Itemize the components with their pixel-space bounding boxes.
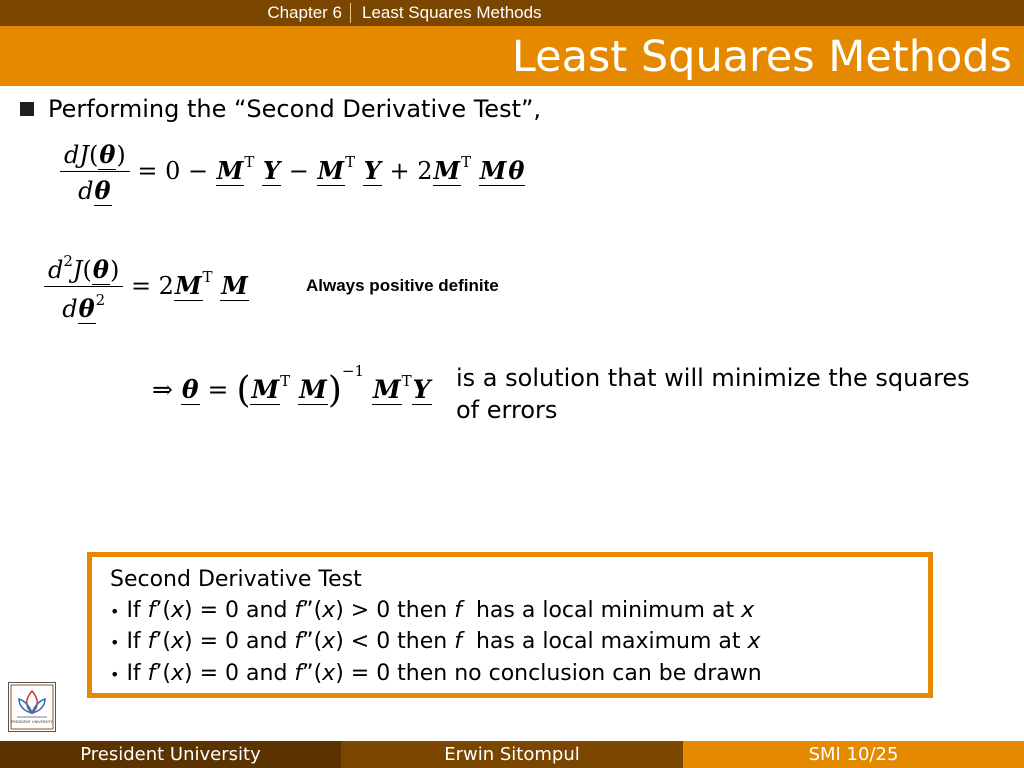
footer-bar (0, 741, 1024, 768)
second-derivative-equation: $\frac{d^2J(\theta)}{d\theta^2}$ = $2M^T$ M (44, 252, 249, 323)
logo-text: PRESIDENT UNIVERSITY (11, 720, 53, 724)
bullet-text: Performing the “Second Derivative Test”, (48, 95, 542, 123)
bullet-point (20, 94, 541, 124)
bullet-dot-icon: • (110, 664, 120, 684)
bullet-dot-icon: • (110, 633, 120, 652)
test-item-maximum: • If f’(x) = 0 and f”(x) < 0 then f has a local maximum at x (110, 629, 761, 654)
test-item-inconclusive: • If f’(x) = 0 and f”(x) = 0 then no conclusion can be drawn (110, 660, 762, 686)
bullet-dot-icon: • (110, 601, 120, 621)
university-logo (8, 682, 56, 732)
fraction-d2J-dtheta2: $\frac{d^2J(\theta)}{d\theta^2}$ (44, 252, 123, 323)
lotus-logo-icon (9, 683, 55, 731)
page-title: Least Squares Methods (511, 32, 1012, 82)
box-title: Second Derivative Test (110, 567, 362, 592)
second-derivative-test-box (87, 552, 933, 698)
chapter-label: Chapter 6 (267, 3, 342, 22)
title-bar (0, 26, 1024, 86)
solution-equation: ⇒ $\theta = (M^T$ M)$^{-1}$ $M^TY$ (152, 362, 431, 411)
test-item-minimum: • If f’(x) = 0 and f”(x) > 0 then f has a local minimum at x (110, 597, 755, 623)
solution-note: is a solution that will minimize the squares of errors (456, 364, 970, 424)
square-bullet-icon (20, 102, 34, 116)
footer-author: Erwin Sitompul (341, 741, 683, 768)
section-label: Least Squares Methods (362, 3, 542, 22)
header-separator (350, 3, 351, 23)
footer-university: President University (0, 741, 341, 768)
footer-page-number: SMI 10/25 (683, 741, 1024, 768)
first-derivative-equation: $\frac{dJ(\theta)}{d\theta}$ = $0 - M^T$ $Y - M^T$ $Y + 2M^T$ Mθ (60, 140, 525, 205)
top-header-bar (0, 0, 1024, 26)
positive-definite-note: Always positive definite (306, 276, 499, 295)
fraction-dJ-dtheta: $\frac{dJ(\theta)}{d\theta}$ (60, 140, 130, 205)
